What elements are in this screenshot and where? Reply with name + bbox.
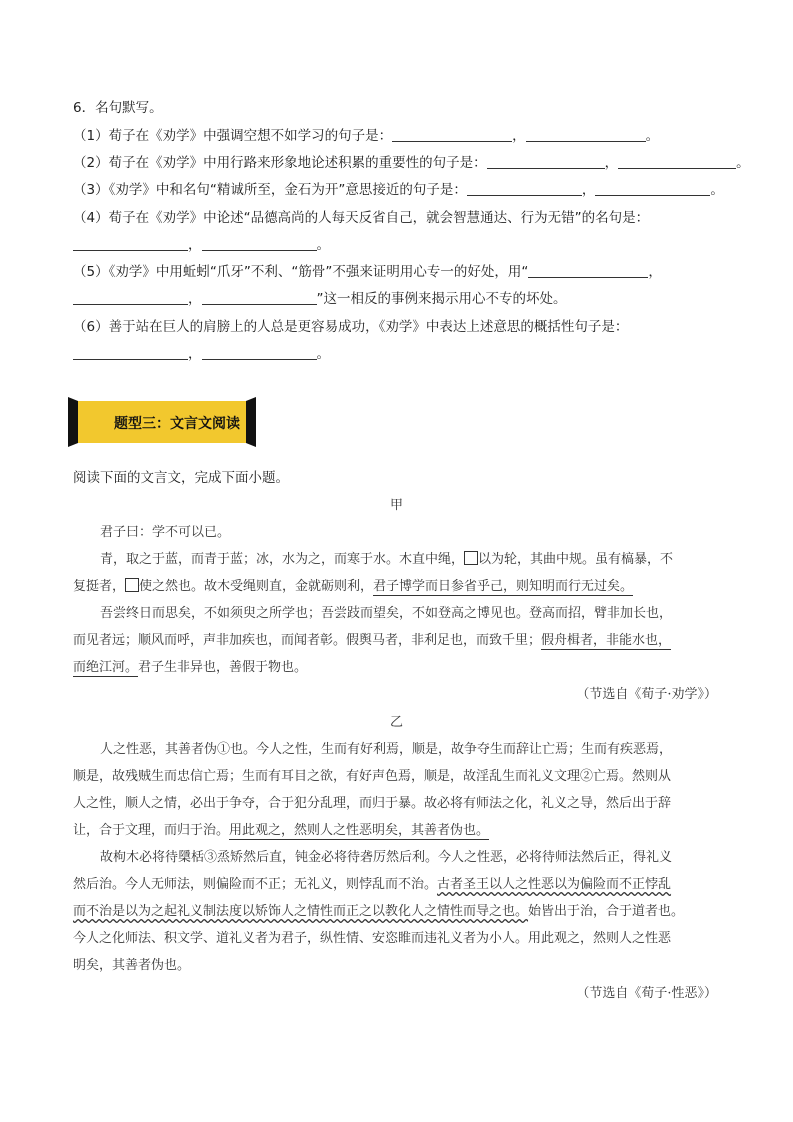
passage-yi-line: 今人之化师法、积文学、道礼义者为君子，纵性情、安恣睢而违礼义者为小人。用此观之，然则人之性恶 <box>73 931 672 946</box>
passage-yi-line <box>73 819 489 838</box>
item-2-prompt: （2）荀子在《劝学》中用行路来形象地论述积累的重要性的句子是： <box>73 155 487 171</box>
question-6-item-5-cont <box>73 287 567 307</box>
passage-jia-source: （节选自《荀子·劝学》） <box>576 687 717 702</box>
banner-right-bracket <box>246 397 256 447</box>
separator: ， <box>188 237 202 253</box>
answer-blank[interactable] <box>202 236 317 251</box>
separator: ， <box>188 346 202 362</box>
passage-yi-line <box>73 900 684 919</box>
question-6-item-2 <box>73 151 750 171</box>
answer-blank[interactable] <box>528 263 648 278</box>
question-6-item-5 <box>73 260 662 280</box>
separator: ， <box>604 155 619 171</box>
answer-blank[interactable] <box>526 127 646 142</box>
passage-yi-line: 故枸木必将待檃栝③烝矫然后直，钝金必将待砻厉然后利。今人之性恶，必将待师法然后正，得礼义 <box>100 850 673 865</box>
answer-blank[interactable] <box>73 345 188 360</box>
wavy-underlined-sentence: 古者圣王以人之性恶以为偏险而不正悖乱 <box>437 877 672 892</box>
question-6-item-6-blanks <box>73 342 330 362</box>
text-span: 复挺者， <box>73 579 126 594</box>
text-span: 始皆出于治，合于道者也。 <box>528 904 685 919</box>
text-span: 使之然也。故木受绳则直，金就砺则利， <box>139 579 374 594</box>
passage-yi-line: 人之性恶，其善者伪①也。今人之性，生而有好利焉，顺是，故争夺生而辞让亡焉；生而有疾恶焉， <box>100 742 673 757</box>
reading-instruction: 阅读下面的文言文，完成下面小题。 <box>73 470 289 486</box>
banner-label: 题型三：文言文阅读 <box>114 416 240 432</box>
wavy-underlined-sentence: 而不治是以为之起礼义制法度以矫饰人之情性而正之以教化人之情性而导之也。 <box>73 904 529 919</box>
separator: ， <box>648 264 662 280</box>
question-6-title: 6．名句默写。 <box>73 100 163 116</box>
passage-jia-line: 君子曰：学不可以已。 <box>100 525 231 540</box>
underlined-sentence: 而绝江河。 <box>73 660 139 675</box>
passage-jia-line <box>100 548 673 567</box>
answer-blank[interactable] <box>618 154 736 169</box>
text-span: 然后治。今人无师法，则偏险而不正；无礼义，则悖乱而不治。 <box>73 877 438 892</box>
answer-blank[interactable] <box>392 127 512 142</box>
passage-yi-line: 人之性，顺人之情，必出于争夺，合于犯分乱理，而归于暴。故必将有师法之化，礼义之导，然后出于辞 <box>73 796 672 811</box>
period: 。 <box>316 237 330 253</box>
answer-blank[interactable] <box>487 154 605 169</box>
text-span: 以为轮，其曲中规。虽有槁暴，不 <box>478 552 674 567</box>
separator: ， <box>188 291 202 307</box>
banner-left-bracket <box>68 397 78 447</box>
item-1-prompt: （1）荀子在《劝学》中强调空想不如学习的句子是： <box>73 128 393 144</box>
passage-yi-title: 乙 <box>389 715 403 730</box>
separator: ， <box>581 182 596 198</box>
passage-yi-source: （节选自《荀子·性恶》） <box>576 986 717 1001</box>
period: 。 <box>316 346 330 362</box>
section-banner <box>68 401 256 443</box>
question-6-item-6: （6）善于站在巨人的肩膀上的人总是更容易成功，《劝学》中表达上述意思的概括性句子是： <box>73 319 629 335</box>
question-6-item-4: （4）荀子在《劝学》中论述“品德高尚的人每天反省自己，就会智慧通达、行为无错”的名句是： <box>73 210 650 226</box>
answer-blank[interactable] <box>595 181 710 196</box>
passage-jia-line <box>73 575 633 594</box>
item-3-prompt: （3）《劝学》中和名句“精诚所至，金石为开”意思接近的句子是： <box>73 182 467 198</box>
text-span: 而见者远；顺风而呼，声非加疾也，而闻者彰。假舆马者，非利足也，而致千里； <box>73 633 542 648</box>
passage-jia-line <box>73 629 671 648</box>
period: 。 <box>645 128 660 144</box>
answer-blank[interactable] <box>202 345 317 360</box>
passage-yi-line: 顺是，故残贼生而忠信亡焉；生而有耳目之欲，有好声色焉，顺是，故淫乱生而礼义文理②亡焉。然则从 <box>73 769 672 784</box>
question-6-item-1 <box>73 124 659 144</box>
passage-jia-line: 吾尝终日而思矣，不如须臾之所学也；吾尝跂而望矣，不如登高之博见也。登高而招，臂非加长也， <box>100 606 673 621</box>
text-span: 青，取之于蓝，而青于蓝；冰，水为之，而寒于水。木直中绳， <box>100 552 465 567</box>
separator: ， <box>512 128 526 144</box>
passage-yi-line: 明矣，其善者伪也。 <box>73 958 191 973</box>
underlined-sentence: 用此观之，然则人之性恶明矣，其善者伪也。 <box>229 823 490 838</box>
answer-blank[interactable] <box>202 290 317 305</box>
text-span: 让，合于文理，而归于治。 <box>73 823 230 838</box>
item-5-prompt: （5）《劝学》中用蚯蚓“爪牙”不利、“筋骨”不强来证明用心专一的好处，用“ <box>73 264 529 280</box>
passage-jia-title: 甲 <box>389 498 403 513</box>
missing-char-box <box>464 551 478 565</box>
answer-blank[interactable] <box>73 236 188 251</box>
question-6-item-3 <box>73 178 724 198</box>
answer-blank[interactable] <box>73 290 188 305</box>
answer-blank[interactable] <box>467 181 582 196</box>
underlined-sentence: 君子博学而日参省乎己，则知明而行无过矣。 <box>373 579 634 594</box>
text-span: 君子生非异也，善假于物也。 <box>138 660 308 675</box>
passage-yi-line <box>73 873 671 892</box>
missing-char-box <box>125 578 139 592</box>
underlined-sentence: 假舟楫者，非能水也， <box>541 633 672 648</box>
period: 。 <box>736 155 750 171</box>
question-6-item-4-blanks <box>73 233 330 253</box>
period: 。 <box>710 182 724 198</box>
passage-jia-line <box>73 656 307 675</box>
item-5-tail: ”这一相反的事例来揭示用心不专的坏处。 <box>316 291 567 307</box>
